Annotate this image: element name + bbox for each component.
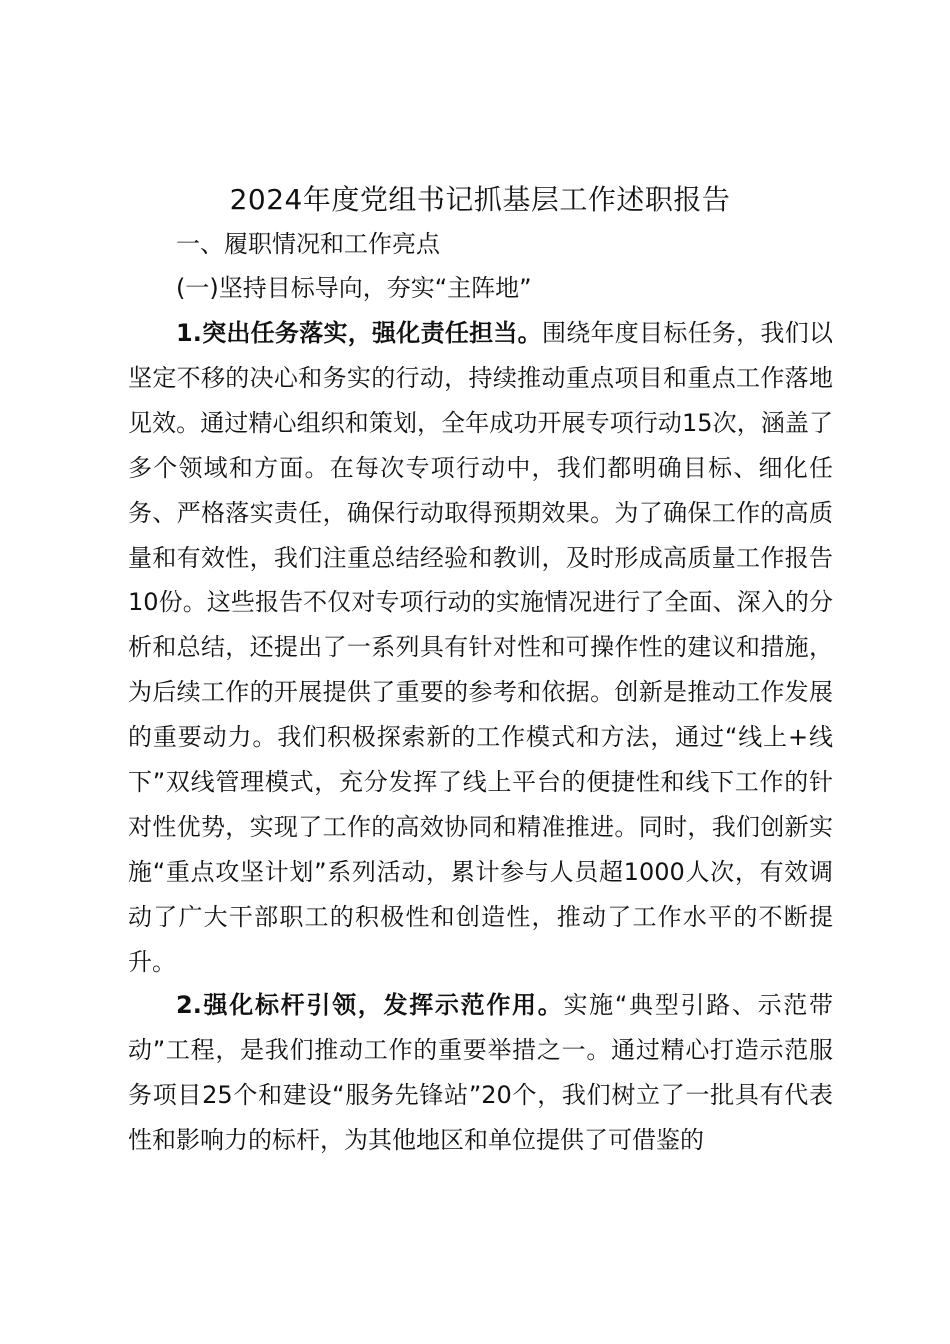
- paragraph-1-lead: 1.突出任务落实，强化责任担当。: [176, 319, 542, 347]
- paragraph-2: [128, 983, 833, 1163]
- paragraph-1: [128, 311, 833, 985]
- section-heading: 一、履职情况和工作亮点: [176, 230, 440, 258]
- document-title: 2024年度党组书记抓基层工作述职报告: [229, 183, 731, 216]
- paragraph-2-lead: 2.强化标杆引领，发挥示范作用。: [176, 991, 564, 1019]
- paragraph-2-body: 实施“典型引路、示范带动”工程，是我们推动工作的重要举措之一。通过精心打造示范服务项目25个和建设“服务先锋站”20个，我们树立了一批具有代表性和影响力的标杆，为其他地区和单位提供了可借鉴的: [128, 991, 833, 1154]
- subsection-heading: (一)坚持目标导向，夯实“主阵地”: [176, 274, 532, 302]
- paragraph-1-body: 围绕年度目标任务，我们以坚定不移的决心和务实的行动，持续推动重点项目和重点工作落地见效。通过精心组织和策划，全年成功开展专项行动15次，涵盖了多个领域和方面。在每次专项行动中，我们都明确目标、细化任务、严格落实责任，确保行动取得预期效果。为了确保工作的高质量和有效性，我们注重总结经验和教训，及时形成高质量工作报告10份。这些报告不仅对专项行动的实施情况进行了全面、深入的分析和总结，还提出了一系列具有针对性和可操作性的建议和措施，为后续工作的开展提供了重要的参考和依据。创新是推动工作发展的重要动力。我们积极探索新的工作模式和方法，通过“线上+线下”双线管理模式，充分发挥了线上平台的便捷性和线下工作的针对性优势，实现了工作的高效协同和精准推进。同时，我们创新实施“重点攻坚计划”系列活动，累计参与人员超1000人次，有效调动了广大干部职工的积极性和创造性，推动了工作水平的不断提升。: [128, 319, 833, 976]
